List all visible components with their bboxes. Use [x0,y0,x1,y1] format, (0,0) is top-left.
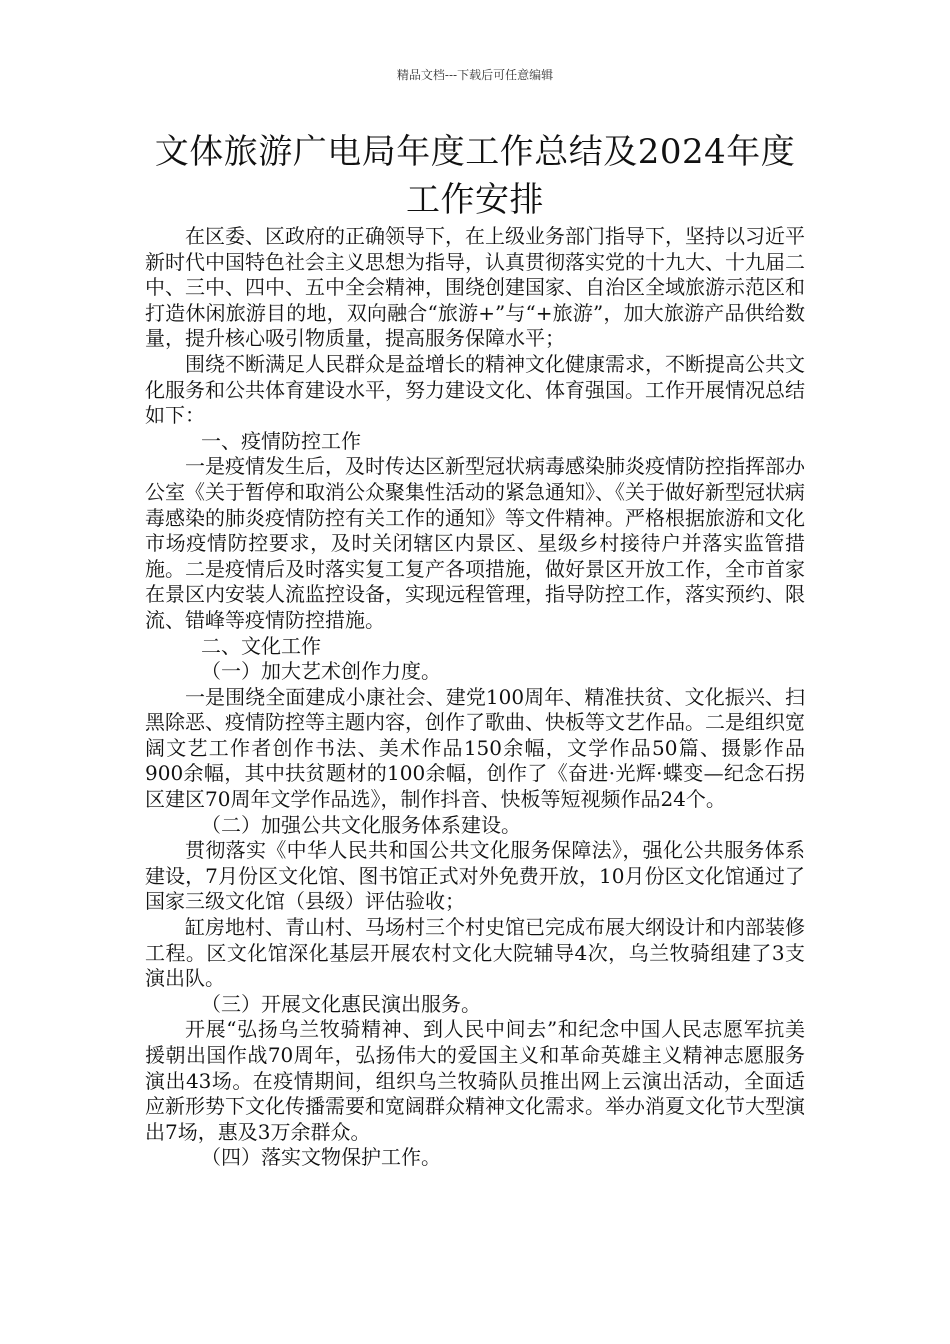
public-service-paragraph: 贯彻落实《中华人民共和国公共文化服务保障法》，强化公共服务体系建设，7月份区文化馆、图书馆正式对外免费开放，10月份区文化馆通过了国家三级文化馆（县级）评估验收； [145,838,805,914]
subheading-performances: （三）开展文化惠民演出服务。 [201,991,481,1016]
village-museum-paragraph: 缸房地村、青山村、马场村三个村史馆已完成布展大纲设计和内部装修工程。区文化馆深化基层开展农村文化大院辅导4次，乌兰牧骑组建了3支演出队。 [145,915,805,991]
page-header-note: 精品文档---下载后可任意编辑 [396,68,554,82]
art-creation-paragraph: 一是围绕全面建成小康社会、建党100周年、精准扶贫、文化振兴、扫黑除恶、疫情防控等主题内容，创作了歌曲、快板等文艺作品。二是组织宽阔文艺工作者创作书法、美术作品150余幅，文学作品50篇、摄影作品900余幅，其中扶贫题材的100余幅，创作了《奋进·光辉·蝶变—纪念石拐区建区70周年文学作品选》，制作抖音、快板等短视频作品24个。 [145,684,805,812]
document-body [145,224,805,1171]
subheading-public-service: （二）加强公共文化服务体系建设。 [201,812,521,837]
document-title: 文体旅游广电局年度工作总结及2024年度工作安排 [154,132,796,220]
section-heading-culture: 二、文化工作 [201,633,321,658]
section-heading-epidemic: 一、疫情防控工作 [201,428,361,453]
performances-paragraph: 开展“弘扬乌兰牧骑精神、到人民中间去”和纪念中国人民志愿军抗美援朝出国作战70周年，弘扬伟大的爱国主义和革命英雄主义精神志愿服务演出43场。在疫情期间，组织乌兰牧骑队员推出网上云演出活动，全面适应新形势下文化传播需要和宽阔群众精神文化需求。举办消夏文化节大型演出7场，惠及3万余群众。 [145,1017,805,1144]
intro-paragraph: 在区委、区政府的正确领导下，在上级业务部门指导下，坚持以习近平新时代中国特色社会主义思想为指导，认真贯彻落实党的十九大、十九届二中、三中、四中、五中全会精神，围绕创建国家、自治区全域旅游示范区和打造休闲旅游目的地，双向融合“旅游+”与“+旅游”，加大旅游产品供给数量，提升核心吸引物质量，提高服务保障水平； [145,224,805,351]
summary-paragraph: 围绕不断满足人民群众是益增长的精神文化健康需求，不断提高公共文化服务和公共体育建设水平，努力建设文化、体育强国。工作开展情况总结如下： [145,351,805,428]
subheading-heritage: （四）落实文物保护工作。 [201,1145,441,1170]
epidemic-paragraph: 一是疫情发生后，及时传达区新型冠状病毒感染肺炎疫情防控指挥部办公室《关于暂停和取消公众聚集性活动的紧急通知》、《关于做好新型冠状病毒感染的肺炎疫情防控有关工作的通知》等文件精神。严格根据旅游和文化市场疫情防控要求，及时关闭辖区内景区、星级乡村接待户并落实监管措施。二是疫情后及时落实复工复产各项措施，做好景区开放工作，全市首家在景区内安装人流监控设备，实现远程管理，指导防控工作，落实预约、限流、错峰等疫情防控措施。 [145,454,805,632]
subheading-art-creation: （一）加大艺术创作力度。 [201,659,441,684]
